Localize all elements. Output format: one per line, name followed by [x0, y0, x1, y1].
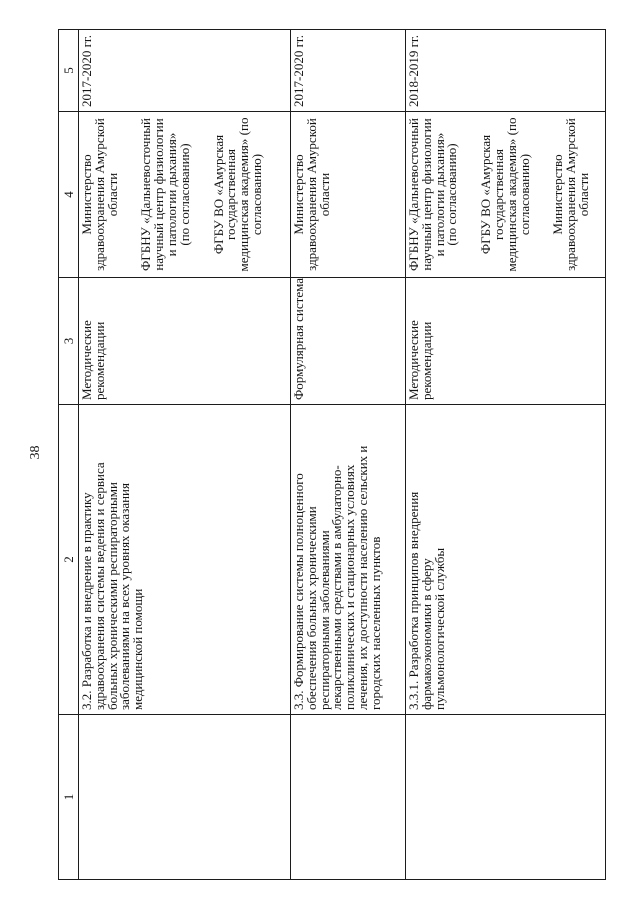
activity-line: 3.2. Разработка и внедрение в практику	[79, 492, 94, 710]
responsible-line: согласованию)	[516, 153, 532, 236]
responsible-org	[408, 116, 459, 273]
responsible-org	[140, 116, 191, 273]
activity-line: заболеваниями на всех уровнях оказания	[117, 483, 133, 710]
activity-line: городских населенных пунктов	[367, 536, 383, 710]
responsible-org	[552, 116, 590, 273]
activity-line: фармакоэкономики в сферу	[418, 558, 434, 710]
table-header-row	[59, 30, 79, 880]
responsible-line: согласованию)	[248, 153, 264, 236]
responsible-line: ФГБНУ «Дальневосточный	[406, 118, 421, 271]
responsible-line: медицинская академия» (по	[503, 117, 519, 272]
result-line: рекомендации	[418, 321, 434, 400]
deadline-text: 2017-2020 гг.	[79, 34, 94, 107]
cell-result	[291, 278, 406, 405]
page-number: 38	[28, 445, 43, 460]
activity-line: 3.3.1. Разработка принципов внедрения	[406, 491, 421, 710]
responsible-line: государственная	[223, 149, 239, 240]
responsible-line: Министерство	[79, 154, 94, 235]
result-line: Методические	[79, 320, 94, 400]
header-col-4: 4	[59, 112, 79, 278]
responsible-org	[81, 116, 119, 273]
cell-result	[406, 278, 606, 405]
deadline-text: 2017-2020 гг.	[291, 34, 306, 107]
responsible-line: научный центр физиологии	[418, 118, 434, 271]
responsible-line: Министерство	[291, 154, 306, 235]
cell-activity	[406, 405, 606, 715]
activity-line: медицинской помощи	[130, 588, 146, 710]
responsible-line: и патологии дыхания»	[163, 132, 179, 257]
responsible-line: государственная	[490, 149, 506, 240]
cell-responsible	[406, 112, 606, 278]
header-col-2: 2	[59, 405, 79, 715]
activity-line: обеспечения больных хроническими	[303, 506, 319, 710]
responsible-line: области	[104, 172, 120, 217]
result-line: рекомендации	[91, 321, 107, 400]
cell-responsible	[79, 112, 291, 278]
cell-activity	[79, 405, 291, 715]
responsible-line: и патологии дыхания»	[431, 132, 447, 257]
table-row	[291, 30, 406, 880]
activity-line: респираторными заболеваниями	[316, 530, 332, 710]
header-col-5: 5	[59, 30, 79, 112]
responsible-line: научный центр физиологии	[151, 118, 167, 271]
cell-deadline	[79, 30, 291, 112]
responsible-line: (по согласованию)	[444, 143, 460, 246]
responsible-line: области	[575, 172, 591, 217]
activity-line: лечения, их доступности населению сельских и	[354, 445, 370, 710]
responsible-org	[480, 116, 531, 273]
responsible-line: ФГБУ ВО «Амурская	[210, 134, 226, 255]
cell-number	[79, 715, 291, 880]
activity-line: лекарственными средствами в амбулаторно-	[329, 465, 345, 710]
header-col-1: 1	[59, 715, 79, 880]
cell-result	[79, 278, 291, 405]
responsible-line: (по согласованию)	[176, 143, 192, 246]
result-line: Методические	[406, 320, 421, 400]
result-line: Формулярная система	[291, 277, 306, 400]
deadline-text: 2018-2019 гг.	[406, 34, 421, 107]
responsible-line: здравоохранения Амурской	[303, 118, 319, 271]
cell-deadline	[406, 30, 606, 112]
activity-line: поликлинических и стационарных условиях	[342, 464, 358, 710]
cell-number	[406, 715, 606, 880]
plan-table	[58, 29, 606, 880]
responsible-line: Министерство	[550, 154, 566, 235]
responsible-line: медицинская академия» (по	[236, 117, 252, 272]
cell-activity	[291, 405, 406, 715]
header-col-3: 3	[59, 278, 79, 405]
activity-line: 3.3. Формирование системы полноценного	[291, 473, 306, 710]
responsible-line: области	[316, 172, 332, 217]
table-row	[406, 30, 606, 880]
activity-line: больных хроническими респираторными	[104, 482, 120, 710]
cell-deadline	[291, 30, 406, 112]
responsible-org	[210, 116, 264, 273]
responsible-line: ФГБНУ «Дальневосточный	[138, 118, 154, 271]
responsible-line: здравоохранения Амурской	[91, 118, 107, 271]
cell-responsible	[291, 112, 406, 278]
activity-line: здравоохранения системы ведения и сервиса	[91, 462, 107, 710]
table-row	[79, 30, 291, 880]
activity-line: пульмонологической службы	[431, 547, 447, 710]
responsible-org	[293, 116, 331, 273]
responsible-line: здравоохранения Амурской	[563, 118, 579, 271]
responsible-line: ФГБУ ВО «Амурская	[478, 134, 494, 255]
cell-number	[291, 715, 406, 880]
